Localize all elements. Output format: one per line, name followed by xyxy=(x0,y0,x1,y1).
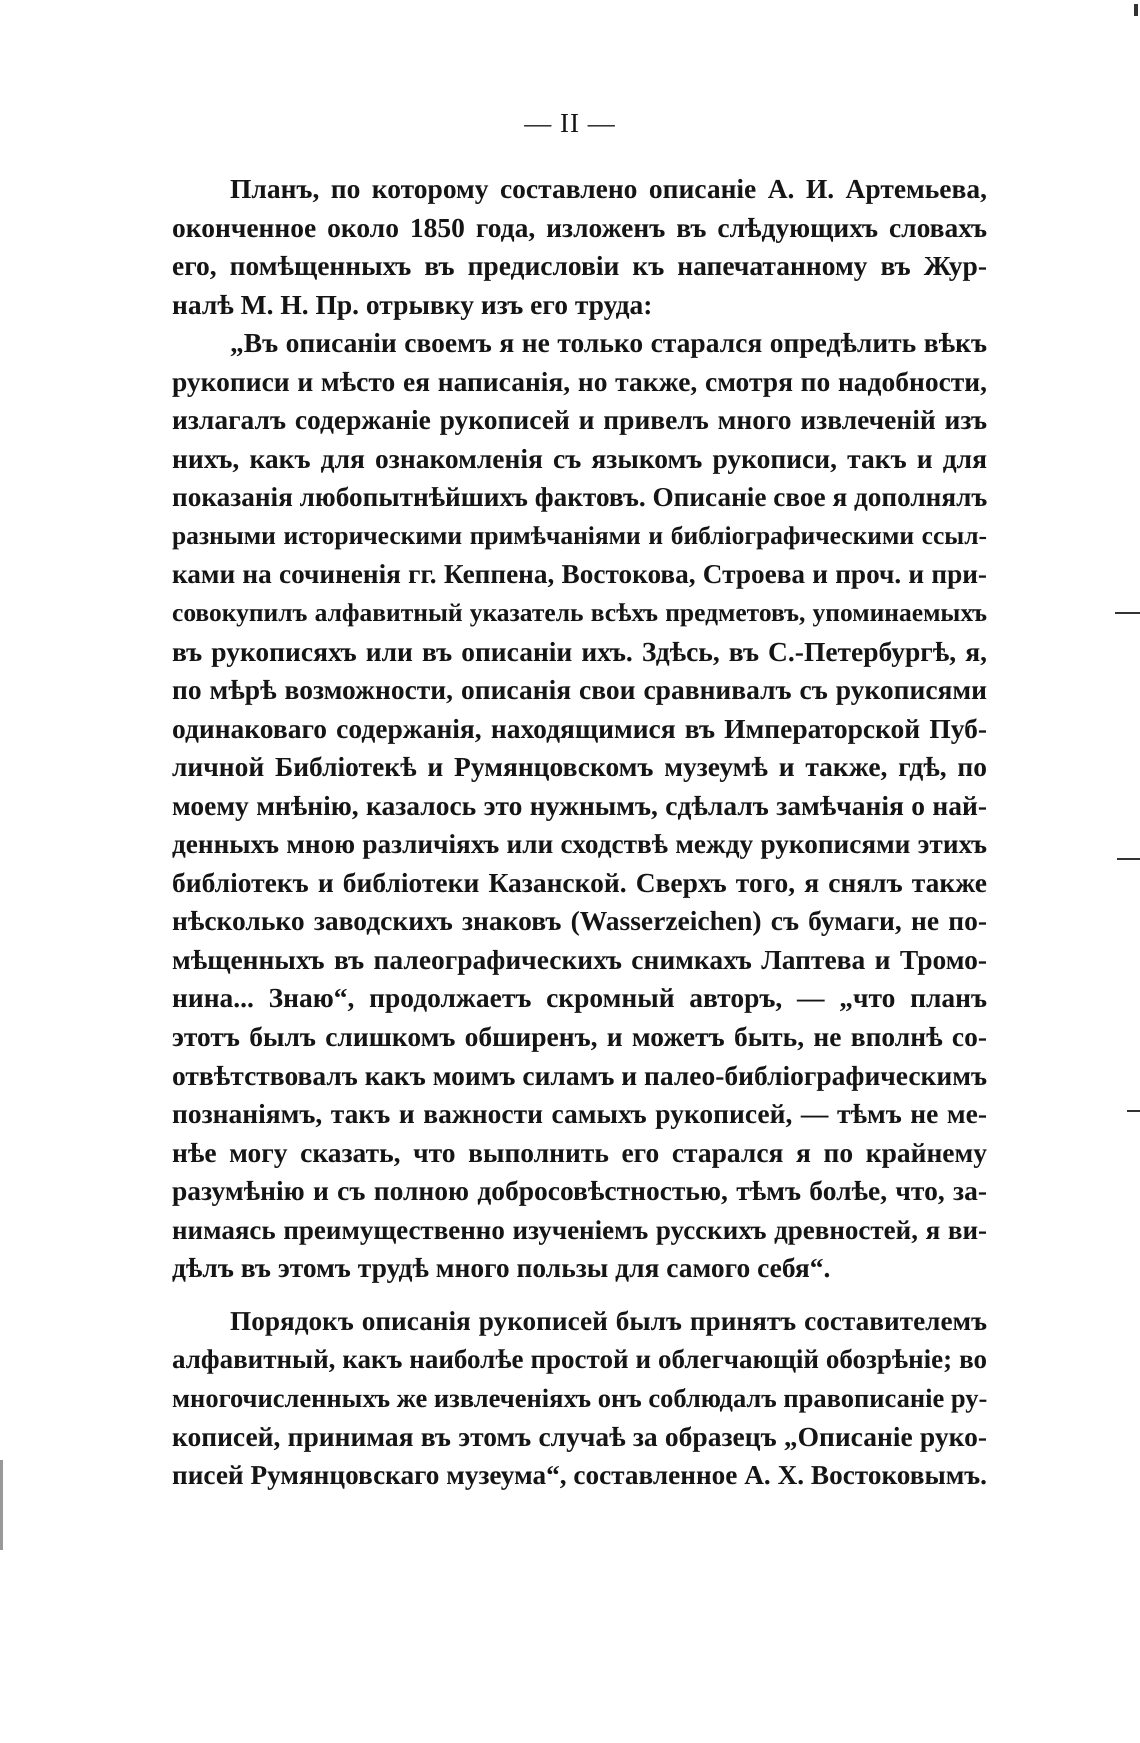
paragraph-quote xyxy=(172,324,987,1288)
text-line: излагалъ содержаніе рукописей и привелъ много извлеченій изъ xyxy=(172,404,987,436)
scan-edge-mark xyxy=(1134,4,1138,16)
text-line: нѣе могу сказать, что выполнить его старался я по крайнему xyxy=(172,1136,987,1168)
text-line: оконченное около 1850 года, изложенъ въ слѣдующихъ словахъ xyxy=(172,211,987,243)
text-line: одинаковаго содержанія, находящимися въ Императорской Пуб- xyxy=(172,712,987,744)
text-line: Порядокъ описанія рукописей былъ принятъ составителемъ xyxy=(230,1305,987,1336)
page-number: — II — xyxy=(524,108,616,138)
text-line: его, помѣщенныхъ въ предисловіи къ напечатанному въ Жур- xyxy=(172,250,987,282)
text-line: разумѣнію и съ полною добросовѣстностью, тѣмъ болѣе, что, за- xyxy=(172,1175,987,1207)
text-line: мѣщенныхъ въ палеографическихъ снимкахъ Лаптева и Тромо- xyxy=(172,943,987,975)
text-line: денныхъ мною различіяхъ или сходствѣ между рукописями этихъ xyxy=(172,829,987,860)
text-line: нина... Знаю“, продолжаетъ скромный авторъ, — „что планъ xyxy=(172,982,987,1014)
text-line: дѣлъ въ этомъ трудѣ много пользы для самого себя“. xyxy=(172,1252,831,1284)
text-line: ками на сочиненія гг. Кеппена, Востокова, Строева и проч. и при- xyxy=(172,559,987,590)
scan-edge-mark xyxy=(1127,1110,1140,1112)
text-line: кописей, принимая въ этомъ случаѣ за образецъ „Описаніе руко- xyxy=(172,1420,987,1452)
text-line: рукописи и мѣсто ея написанія, но также, смотря по надобности, xyxy=(172,365,987,397)
text-line: налѣ М. Н. Пр. отрывку изъ его труда: xyxy=(172,288,653,320)
page-body xyxy=(172,170,987,1495)
text-line: нихъ, какъ для ознакомленія съ языкомъ рукописи, такъ и для xyxy=(172,442,987,474)
text-line: въ рукописяхъ или въ описаніи ихъ. Здѣсь, въ С.-Петербургѣ, я, xyxy=(172,635,987,667)
scan-edge-mark xyxy=(1115,612,1140,614)
text-line: многочисленныхъ же извлеченіяхъ онъ соблюдалъ правописаніе ру- xyxy=(172,1382,987,1413)
text-line: совокупилъ алфавитный указатель всѣхъ предметовъ, упоминаемыхъ xyxy=(172,598,987,628)
text-line: по мѣрѣ возможности, описанія свои сравнивалъ съ рукописями xyxy=(172,674,987,706)
scan-edge-mark xyxy=(0,1460,3,1550)
text-line: разными историческими примѣчаніями и библіографическими ссыл- xyxy=(172,520,987,550)
paragraph-gap xyxy=(172,1288,987,1302)
text-line: показанія любопытнѣйшихъ фактовъ. Описаніе свое я дополнялъ xyxy=(172,482,987,513)
text-line: отвѣтствовалъ какъ моимъ силамъ и палео-библіографическимъ xyxy=(172,1059,987,1091)
text-line: моему мнѣнію, казалось это нужнымъ, сдѣлалъ замѣчанія о най- xyxy=(172,789,987,821)
text-line: писей Румянцовскаго музеума“, составленное А. Х. Востоковымъ. xyxy=(172,1460,987,1491)
text-line: этотъ былъ слишкомъ обширенъ, и можетъ быть, не вполнѣ со- xyxy=(172,1021,987,1053)
paragraph-order xyxy=(172,1302,987,1495)
text-line: Планъ, по которому составлено описаніе А. И. Артемьева, xyxy=(230,173,987,204)
text-line: нимаясь преимущественно изученіемъ русскихъ древностей, я ви- xyxy=(172,1214,987,1245)
text-line: алфавитный, какъ наиболѣе простой и облегчающій обозрѣніе; во xyxy=(172,1344,987,1375)
text-line: познаніямъ, такъ и важности самыхъ рукописей, — тѣмъ не ме- xyxy=(172,1098,987,1130)
text-line: нѣсколько заводскихъ знаковъ (Wasserzeichen) съ бумаги, не по- xyxy=(172,905,987,937)
text-line: библіотекъ и библіотеки Казанской. Сверхъ того, я снялъ также xyxy=(172,866,987,898)
text-line: личной Библіотекѣ и Румянцовскомъ музеумѣ и также, гдѣ, по xyxy=(172,751,987,783)
paragraph-intro xyxy=(172,170,987,324)
scan-edge-mark xyxy=(1117,858,1140,860)
text-line: „Въ описаніи своемъ я не только старался опредѣлить вѣкъ xyxy=(230,327,987,359)
